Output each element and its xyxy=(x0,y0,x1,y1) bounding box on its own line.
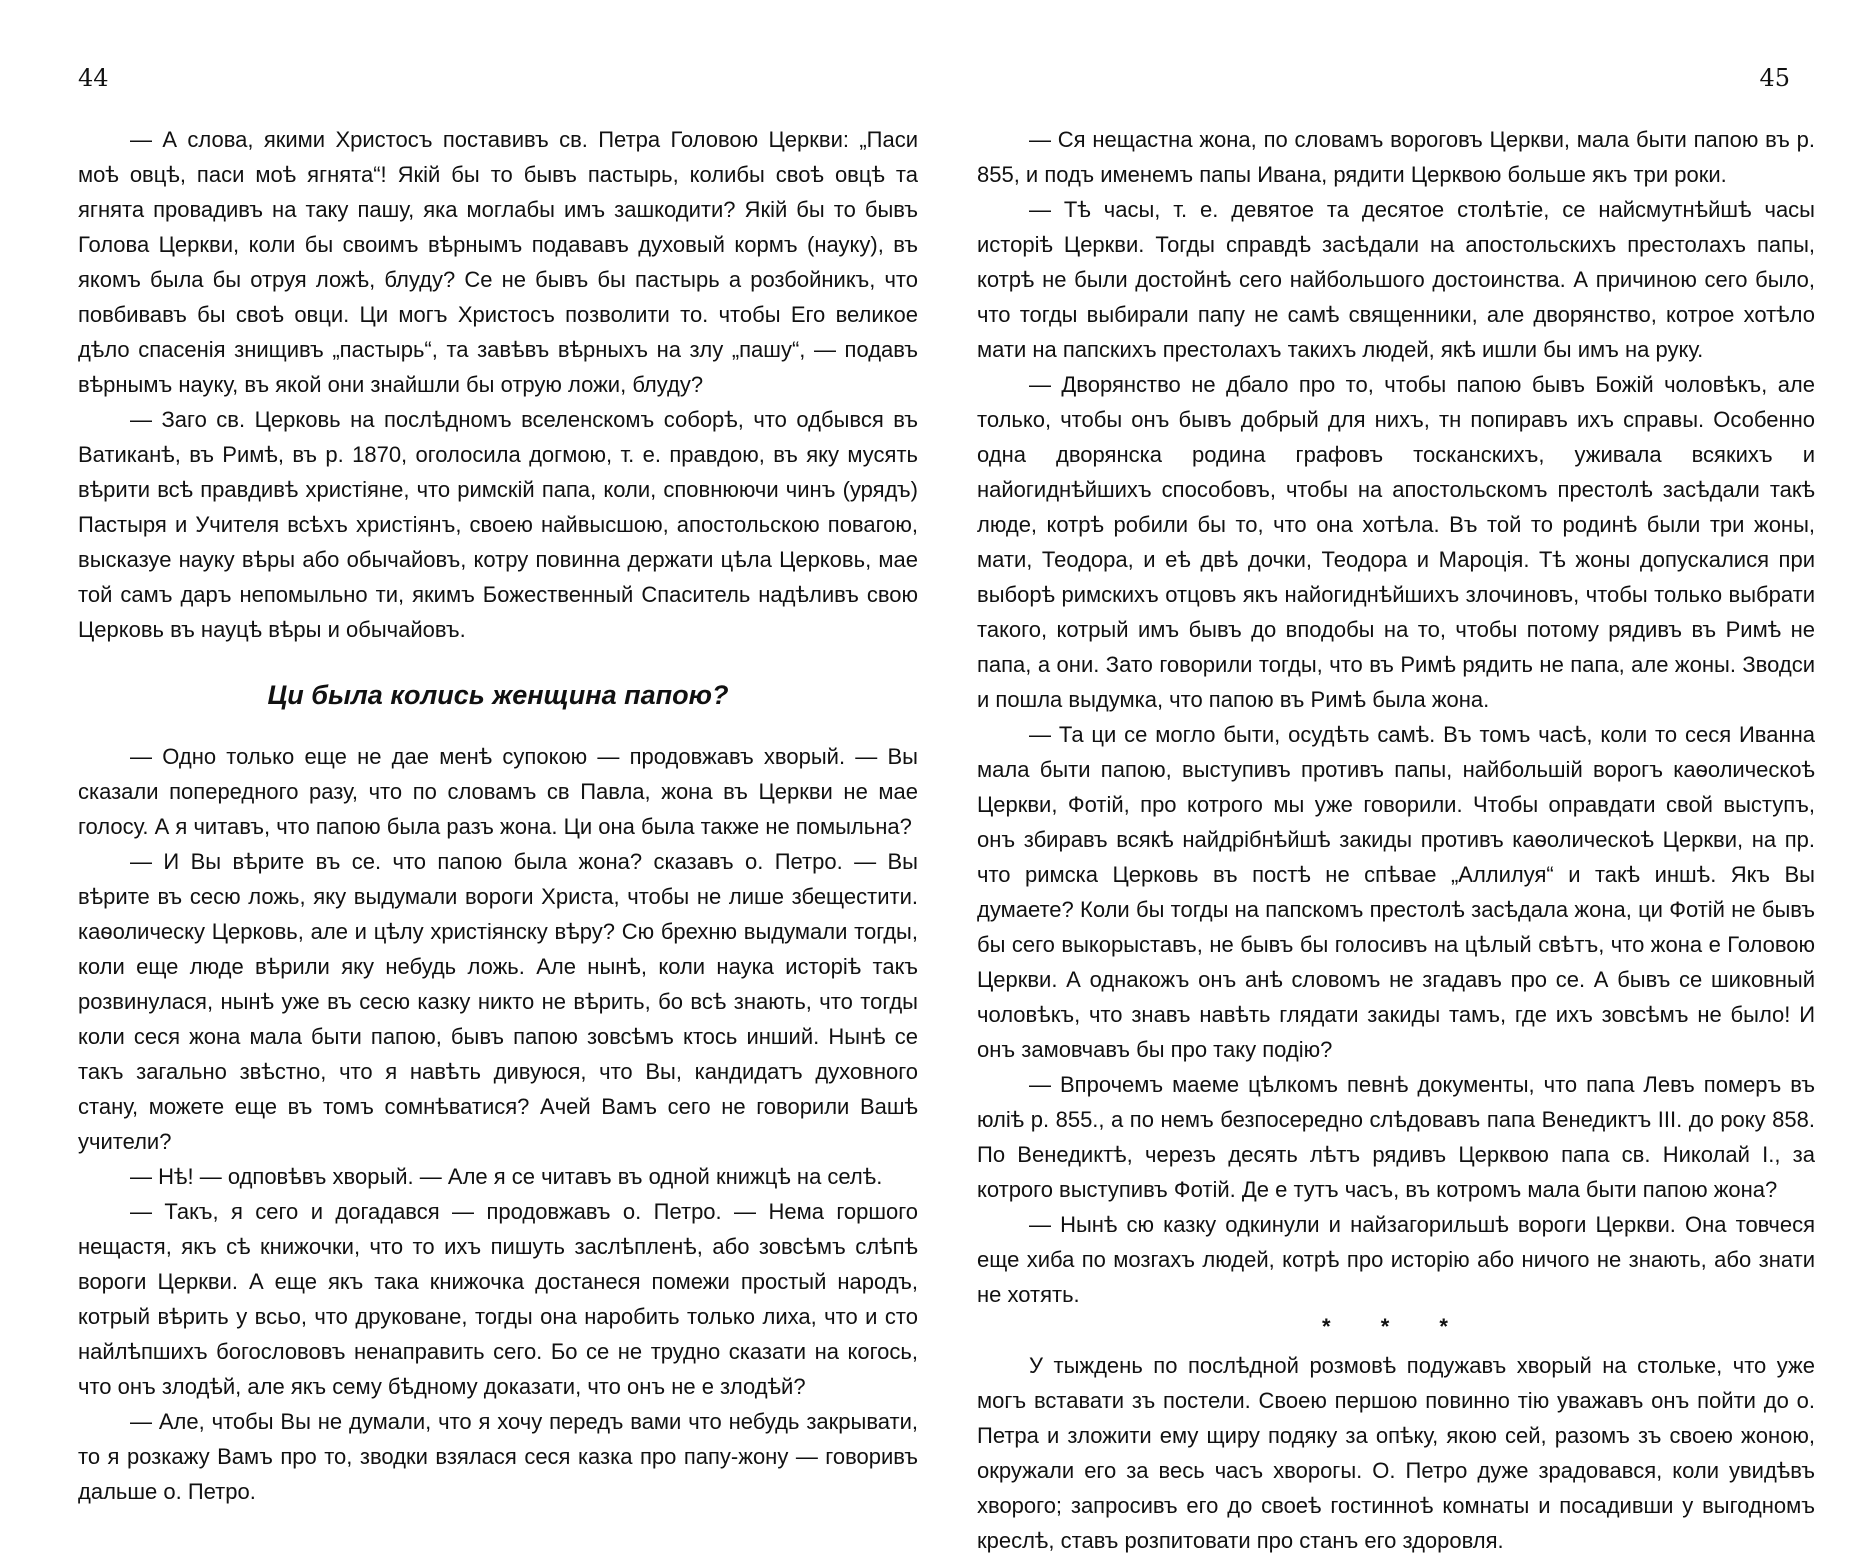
section-separator: * * * xyxy=(1322,1314,1470,1339)
paragraph: — Дворянство не дбало про то, чтобы папою бывъ Божій чоловѣкъ, але только, чтобы онъ бывъ добрый для нихъ, тн попиравъ ихъ справы. Особенно одна дворянска родина графовъ тосканскихъ, уживала всякихъ и найогиднѣйшихъ способовъ, чтобы на апостольскомъ престолѣ засѣдали такѣ люде, котрѣ робили бы то, что она хотѣла. Въ той то родинѣ были три жоны, мати, Теодора, и еѣ двѣ дочки, Теодора и Мароція. Тѣ жоны допускалися при выборѣ римскихъ отцовъ якъ найогиднѣйшихъ злочиновъ, чтобы только выбрати такого, котрый имъ бывъ до вподобы на то, чтобы потому рядивъ въ Римѣ не папа, а они. Зато говорили тогды, что въ Римѣ рядить не папа, але жоны. Зводси и пошла выдумка, что папою въ Римѣ была жона. xyxy=(977,372,1815,712)
paragraph: — Але, чтобы Вы не думали, что я хочу передъ вами что небудь закрывати, то я розкажу Вамъ про то, зводки взялася сеся казка про папу-жону — говоривъ дальше о. Петро. xyxy=(78,1409,918,1504)
paragraph: — Нѣ! — одповѣвъ хворый. — Але я се читавъ въ одной книжцѣ на селѣ. xyxy=(130,1164,883,1189)
left-text-column xyxy=(78,122,918,1509)
right-page xyxy=(935,0,1870,1553)
left-page xyxy=(0,0,935,1504)
right-text-column xyxy=(977,122,1815,1558)
paragraph: — А слова, якими Христосъ поставивъ св. Петра Головою Церкви: „Паси моѣ овцѣ, паси моѣ ягнята“! Якій бы то бывъ пастырь, колибы своѣ овцѣ та ягнята провадивъ на таку пашу, яка моглабы имъ зашкодити? Якій бы то бывъ Голова Церкви, коли бы своимъ вѣрнымъ подававъ духовый кормъ (науку), въ якомъ была бы отруя ложѣ, блуду? Се не бывъ бы пастырь а розбойникъ, что повбивавъ бы своѣ овци. Ци могъ Христосъ позволити то. чтобы Его великое дѣло спасенія знищивъ „пастырь“, та завѣвъ вѣрныхъ на злу „пашу“, — подавъ вѣрнымъ науку, въ якой они знайшли бы отрую ложи, блуду? xyxy=(78,127,918,397)
paragraph: — Нынѣ сю казку одкинули и найзагорильшѣ вороги Церкви. Она товчеся еще хиба по мозгахъ людей, котрѣ про исторію або ничого не знають, або знати не хотять. xyxy=(977,1212,1815,1307)
section-heading: Ци была колись женщина папою? xyxy=(267,680,729,710)
paragraph: — Одно только еще не дае менѣ супокою — продовжавъ хворый. — Вы сказали попередного разу, что по словамъ св Павла, жона въ Церкви не мае голосу. А я читавъ, что папою была разъ жона. Ци она была также не помыльна? xyxy=(78,744,918,839)
paragraph: — Такъ, я сего и догадався — продовжавъ о. Петро. — Нема горшого нещастя, якъ сѣ книжочки, что то ихъ пишуть заслѣпленѣ, або зовсѣмъ слѣпѣ вороги Церкви. А еще якъ така книжочка достанеся помежи простый народъ, котрый вѣрить у всьо, что друковане, тогды она наробить только лиха, что и сто найлѣпшихъ богослововъ ненаправить сего. Бо се не трудно сказати на когось, что онъ злодѣй, але якъ сему бѣдному доказати, что онъ не е злодѣй? xyxy=(78,1199,918,1399)
paragraph: — Ся нещастна жона, по словамъ вороговъ Церкви, мала быти папою въ р. 855, и подъ именемъ папы Ивана, рядити Церквою больше якъ три роки. xyxy=(977,127,1815,187)
page-number-left: 44 xyxy=(78,64,109,92)
paragraph: — Та ци се могло быти, осудѣть самѣ. Въ томъ часѣ, коли то сеся Иванна мала быти папою, выступивъ противъ папы, найбольшій ворогъ каѳолическоѣ Церкви, Фотій, про котрого мы уже говорили. Чтобы оправдати свой выступъ, онъ збиравъ всякѣ найдрібнѣйшѣ закиды противъ каѳолическоѣ Церкви, на пр. что римска Церковь въ постѣ не спѣвае „Аллилуя“ и такѣ иншѣ. Якъ Вы думаете? Коли бы тогды на папскомъ престолѣ засѣдала жона, ци Фотій не бывъ бы сего выкорыставъ, не бывъ бы голосивъ на цѣлый свѣтъ, что жона е Головою Церкви. А однакожъ онъ анѣ словомъ не згадавъ про се. А бывъ се шиковный чоловѣкъ, что знавъ навѣть глядати закиды тамъ, где ихъ зовсѣмъ не было! И онъ замовчавъ бы про таку подію? xyxy=(977,722,1815,1062)
paragraph: — Впрочемъ маеме цѣлкомъ певнѣ документы, что папа Левъ померъ въ юліѣ р. 855., а по немъ безпосередно слѣдовавъ папа Венедиктъ III. до року 858. По Венедиктѣ, черезъ десять лѣтъ рядивъ Церквою папа св. Николай I., за котрого выступивъ Фотій. Де е тутъ часъ, въ котромъ мала быти папою жона? xyxy=(977,1072,1815,1202)
paragraph: У тыждень по послѣдной розмовѣ подужавъ хворый на стольке, что уже могъ вставати зъ постели. Своею першою повинно тію уважавъ онъ пойти до о. Петра и зложити ему щиру подяку за опѣку, якою сей, разомъ зъ своею жоною, окружали его за весь часъ хворогы. О. Петро дуже зрадовався, коли увидѣвъ хворого; запросивъ его до своеѣ гостинноѣ комнаты и посадивши у выгодномъ креслѣ, ставъ розпитовати про станъ его здоровля. xyxy=(977,1353,1815,1553)
paragraph: — Заго св. Церковь на послѣдномъ вселенскомъ соборѣ, что одбывся въ Ватиканѣ, въ Римѣ, въ р. 1870, оголосила догмою, т. е. правдою, въ яку мусять вѣрити всѣ правдивѣ христіяне, что римскій папа, коли, сповнюючи чинъ (урядъ) Пастыря и Учителя всѣхъ христіянъ, своею найвысшою, апостольскою повагою, высказуе науку вѣры або обычайовъ, котру повинна держати цѣла Церковь, мае той самъ даръ непомыльно ти, якимъ Божественный Спаситель надѣливъ свою Церковь въ науцѣ вѣры и обычайовъ. xyxy=(78,407,918,642)
paragraph: — Тѣ часы, т. е. девятое та десятое столѣтіе, се найсмутнѣйшѣ часы исторіѣ Церкви. Тогды справдѣ засѣдали на апостольскихъ престолахъ папы, котрѣ не были достойнѣ сего найбольшого достоинства. А причиною сего было, что тогды выбирали папу не самѣ священники, але дворянство, котрое хотѣло мати на папскихъ престолахъ такихъ людей, якѣ ишли бы имъ на руку. xyxy=(977,197,1815,362)
paragraph: — И Вы вѣрите въ се. что папою была жона? сказавъ о. Петро. — Вы вѣрите въ сесю ложь, яку выдумали вороги Христа, чтобы не лише збещестити. каѳолическу Церковь, але и цѣлу христіянску вѣру? Сю брехню выдумали тогды, коли еще люде вѣрили яку небудь ложь. Але нынѣ, коли наука исторіѣ такъ розвинулася, нынѣ уже въ сесю казку никто не вѣрить, бо всѣ знають, что тогды коли сеся жона мала быти папою, бывъ папою зовсѣмъ ктось инший. Нынѣ се такъ загально звѣстно, что я навѣть дивуюся, что Вы, кандидатъ духовного стану, можете еще въ томъ сомнѣватися? Ачей Вамъ сего не говорили Вашѣ учители? xyxy=(78,849,918,1154)
page-number-right: 45 xyxy=(1759,64,1790,92)
